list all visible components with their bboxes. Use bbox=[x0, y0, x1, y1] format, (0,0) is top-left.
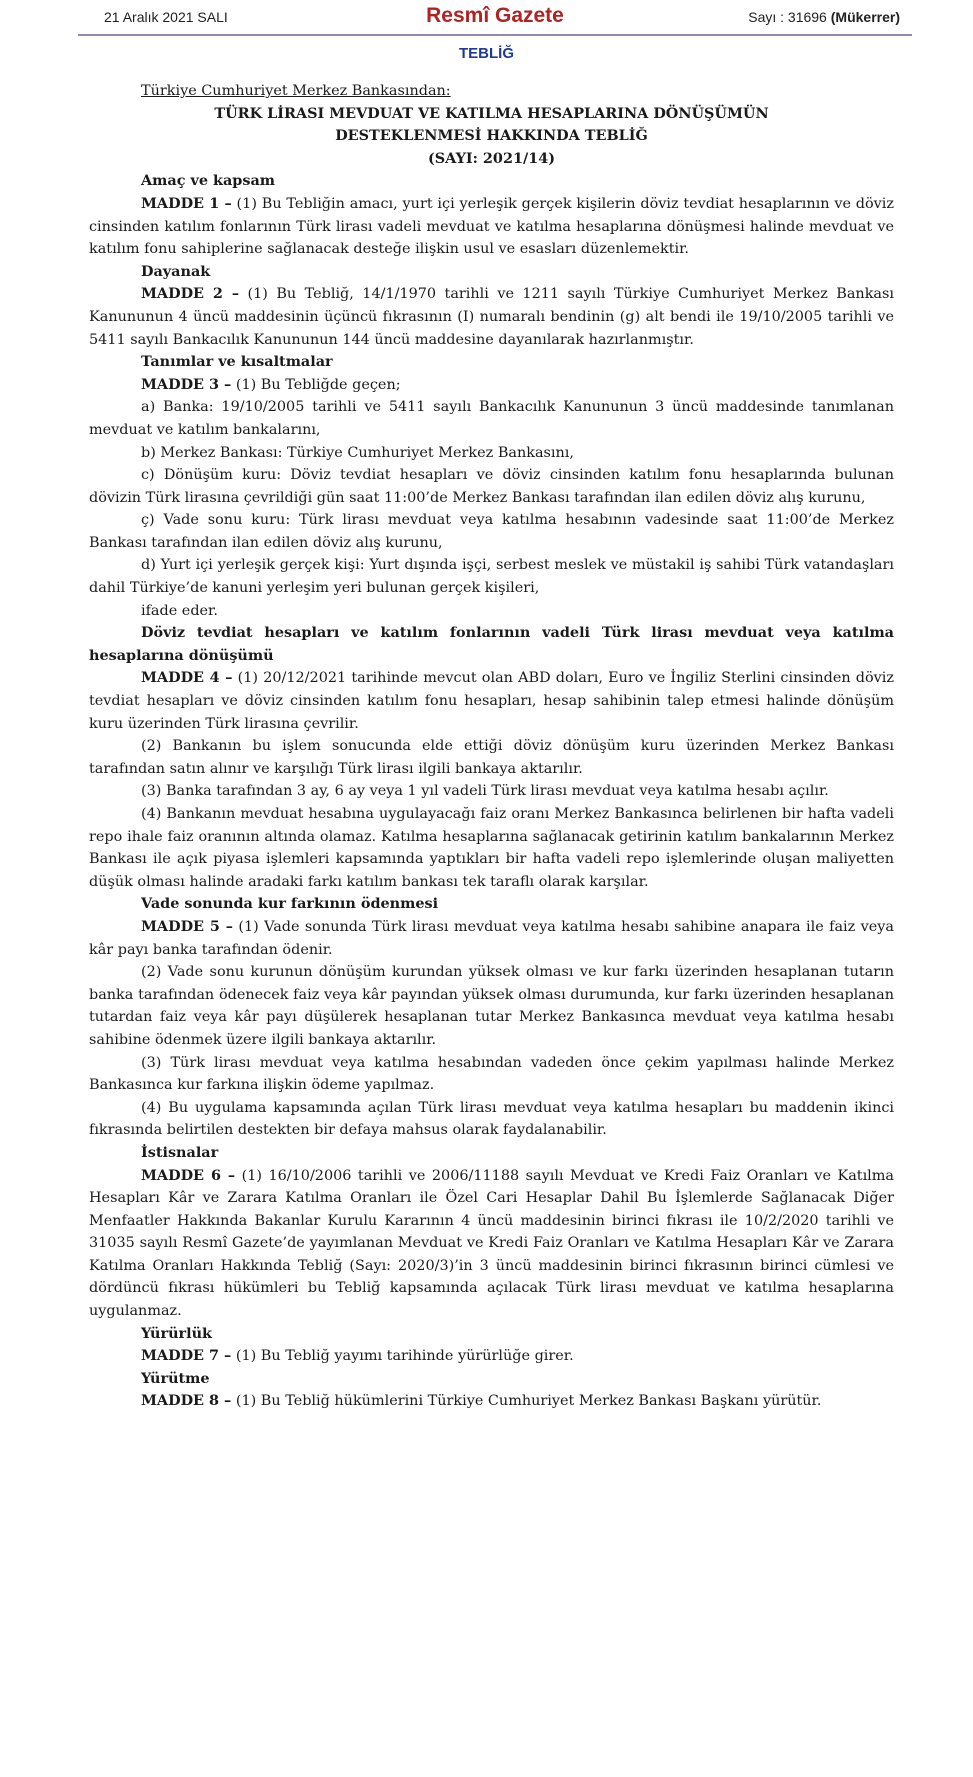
article-paragraph bbox=[89, 667, 894, 735]
article-paragraph bbox=[89, 916, 894, 961]
article-heading: Vade sonunda kur farkının ödenmesi bbox=[141, 895, 439, 913]
article-heading: Tanımlar ve kısaltmalar bbox=[141, 353, 333, 371]
article-text: (1) 20/12/2021 tarihinde mevcut olan ABD doları, Euro ve İngiliz Sterlini cinsinden döviz tevdiat hesapları ve döviz cinsinden katılım fonu hesapları, hesap sahibinin talep etmesi halinde dönüşüm kuru üzerinden Türk lirasına çevrilir. bbox=[89, 670, 894, 732]
article-text: (1) 16/10/2006 tarihli ve 2006/11188 sayılı Mevduat ve Kredi Faiz Oranları ve Katılma Hesapları Kâr ve Zarara Katılma Oranları ile Özel Cari Hesaplar Dahil Bu İşlemlerde Sağlanacak Diğer Menfaatler Hakkında Bakanlar Kurulu Kararının 4 üncü maddesinin birinci fıkrası ile 10/2/2020 tarihli ve 31035 sayılı Resmî Gazete’de yayımlanan Mevduat ve Kredi Faiz Oranları ve Katılma Hesapları Kâr ve Zarara Katılma Oranları Hakkında Tebliğ (Sayı: 2020/3)’in 3 üncü maddesinin birinci fıkrasının birinci cümlesi ve dördüncü fıkrası hükümleri bu Tebliğ kapsamında açılacak Türk lirası mevduat ve katılma hesaplarına uygulanmaz. bbox=[89, 1167, 894, 1320]
clause-paragraph: (3) Türk lirası mevduat veya katılma hesabından vadeden önce çekim yapılması halinde Merkez Bankasınca kur farkına ilişkin ödeme yapılmaz. bbox=[89, 1054, 894, 1094]
clause-paragraph: (3) Banka tarafından 3 ay, 6 ay veya 1 yıl vadeli Türk lirası mevduat veya katılma hesabı açılır. bbox=[141, 783, 829, 800]
article-text: (1) Bu Tebliğ yayımı tarihinde yürürlüğe girer. bbox=[231, 1348, 574, 1365]
clause-paragraph: (2) Bankanın bu işlem sonucunda elde ettiği döviz dönüşüm kuru üzerinden Merkez Bankası tarafından satın alınır ve karşılığı Türk lirası ilgili bankaya aktarılır. bbox=[89, 738, 894, 777]
issuer-line bbox=[89, 80, 894, 103]
issuer: Türkiye Cumhuriyet Merkez Bankasından: bbox=[141, 83, 451, 99]
article-paragraph bbox=[89, 1345, 894, 1368]
article-label: MADDE 6 – bbox=[141, 1166, 236, 1184]
clause-paragraph: d) Yurt içi yerleşik gerçek kişi: Yurt dışında işçi, serbest meslek ve müstakil iş sahibi Türk vatandaşları dahil Türkiye’de kanuni yerleşim yeri bulunan gerçek kişileri, bbox=[89, 557, 894, 597]
article-heading: İstisnalar bbox=[141, 1143, 219, 1161]
article-heading: Dayanak bbox=[141, 262, 211, 280]
article-paragraph bbox=[89, 283, 894, 351]
document-body bbox=[89, 80, 894, 1413]
document-articles bbox=[89, 170, 894, 1413]
article-paragraph bbox=[89, 1165, 894, 1323]
article-label: MADDE 1 – bbox=[141, 194, 232, 212]
article-text: (1) Bu Tebliğde geçen; bbox=[231, 376, 401, 393]
article-heading: Yürürlük bbox=[141, 1324, 213, 1342]
clause-paragraph: a) Banka: 19/10/2005 tarihli ve 5411 sayılı Bankacılık Kanununun 3 üncü maddesinde tanımlanan mevduat ve katılım bankalarını, bbox=[89, 399, 894, 438]
article-label: MADDE 4 – bbox=[141, 669, 233, 687]
article-text: (1) Bu Tebliğ hükümlerini Türkiye Cumhuriyet Merkez Bankası Başkanı yürütür. bbox=[231, 1393, 822, 1410]
clause-paragraph: ifade eder. bbox=[141, 602, 218, 619]
article-heading: Amaç ve kapsam bbox=[141, 172, 276, 190]
document-title-line-3: (SAYI: 2021/14) bbox=[427, 149, 556, 167]
section-label: TEBLİĞ bbox=[459, 45, 514, 62]
issue-number-text: Sayı : 31696 bbox=[748, 9, 827, 25]
clause-paragraph: (2) Vade sonu kurunun dönüşüm kurundan yüksek olması ve kur farkı üzerinden hesaplanan tutarın banka tarafından ödenecek faiz veya kâr payından yüksek olması durumunda, kur farkı üzerinden hesaplanan tutardan faiz veya kâr payı düşülerek hesaplanan tutar Merkez Bankasınca mevduat veya katılma hesabı sahibine ödenmek üzere ilgili bankaya aktarılır. bbox=[89, 964, 894, 1048]
gazette-header bbox=[78, 0, 912, 36]
article-text: (1) Vade sonunda Türk lirası mevduat veya katılma hesabı sahibine anapara ile faiz veya kâr payı banka tarafından ödenir. bbox=[89, 918, 894, 958]
article-text: (1) Bu Tebliğ, 14/1/1970 tarihli ve 1211 sayılı Türkiye Cumhuriyet Merkez Bankası Kanununun 4 üncü maddesinin üçüncü fıkrasının (I) numaralı bendinin (g) alt bendi ile 19/10/2005 tarihli ve 5411 sayılı Bankacılık Kanununun 144 üncü maddesine dayanılarak hazırlanmıştır. bbox=[89, 286, 894, 348]
clause-paragraph: (4) Bankanın mevduat hesabına uygulayacağı faiz oranı Merkez Bankasınca belirlenen bir hafta vadeli repo ihale faiz oranının altında olamaz. Katılma hesaplarına sağlanacak getirinin katılım bankalarının Merkez Bankası ile açık piyasa işlemleri kapsamında yaptıkları bir hafta vadeli repo işlemlerinde oluşan maliyetten düşük olması halinde aradaki farkı katılım bankası tek taraflı olarak karşılar. bbox=[89, 806, 894, 890]
article-text: (1) Bu Tebliğin amacı, yurt içi yerleşik gerçek kişilerin döviz tevdiat hesaplarının ve döviz cinsinden katılım fonlarının Türk lirası vadeli mevduat ve katılma hesaplarına dönüşmesi halinde mevduat ve katılım fonu sahiplerine sağlanacak desteğe ilişkin usul ve esasları düzenlemektir. bbox=[89, 195, 894, 258]
document-title-line-2: DESTEKLENMESİ HAKKINDA TEBLİĞ bbox=[335, 127, 648, 145]
clause-paragraph: c) Dönüşüm kuru: Döviz tevdiat hesapları ve döviz cinsinden katılım fonu hesaplarında bulunan dövizin Türk lirasına çevrildiği gün saat 11:00’de Merkez Bankası tarafından ilan edilen döviz alış kurunu, bbox=[89, 467, 894, 506]
article-paragraph bbox=[89, 1390, 894, 1413]
clause-paragraph: b) Merkez Bankası: Türkiye Cumhuriyet Merkez Bankasını, bbox=[141, 444, 574, 461]
issue-number bbox=[748, 9, 900, 25]
article-paragraph bbox=[89, 374, 894, 397]
article-label: MADDE 7 – bbox=[141, 1347, 232, 1365]
article-label: MADDE 5 – bbox=[141, 917, 233, 935]
article-heading: Yürütme bbox=[141, 1369, 210, 1387]
gazette-title: Resmî Gazete bbox=[426, 4, 564, 27]
clause-paragraph: ç) Vade sonu kuru: Türk lirası mevduat veya katılma hesabının vadesinde saat 11:00’de Merkez Bankası tarafından ilan edilen döviz alış kurunu, bbox=[89, 512, 894, 551]
issue-date: 21 Aralık 2021 SALI bbox=[104, 9, 228, 25]
article-paragraph bbox=[89, 193, 894, 261]
article-label: MADDE 8 – bbox=[141, 1392, 232, 1410]
issue-suffix: (Mükerrer) bbox=[830, 9, 900, 25]
document-title-line-1: TÜRK LİRASI MEVDUAT VE KATILMA HESAPLARINA DÖNÜŞÜMÜN bbox=[214, 104, 769, 122]
article-label: MADDE 3 – bbox=[141, 375, 232, 393]
article-heading: Döviz tevdiat hesapları ve katılım fonlarının vadeli Türk lirası mevduat veya katılma hesaplarına dönüşümü bbox=[89, 624, 894, 664]
article-label: MADDE 2 – bbox=[141, 285, 240, 303]
clause-paragraph: (4) Bu uygulama kapsamında açılan Türk lirası mevduat veya katılma hesapları bu maddenin ikinci fıkrasında belirtilen destekten bir defaya mahsus olarak faydalanabilir. bbox=[89, 1099, 894, 1139]
